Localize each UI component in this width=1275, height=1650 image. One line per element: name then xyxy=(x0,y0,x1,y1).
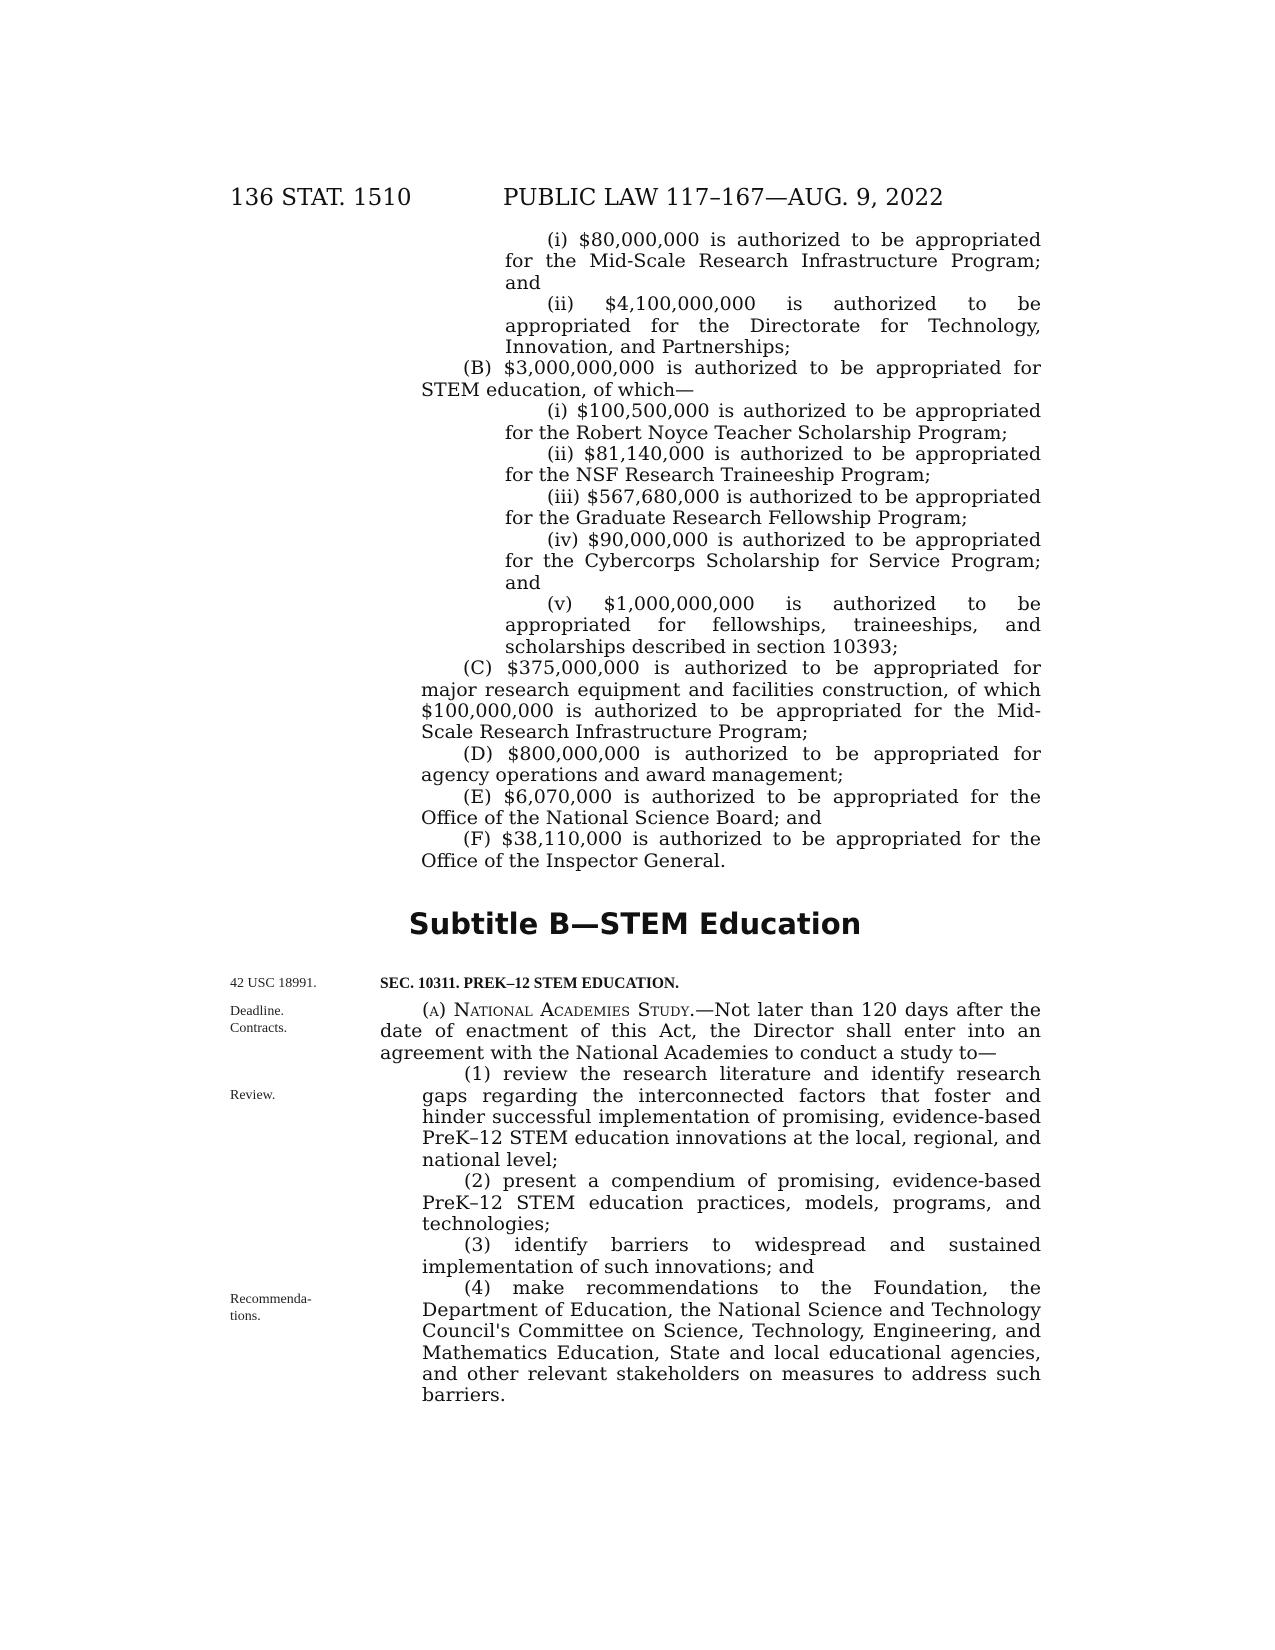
clause-ii-nrt: (ii) $81,140,000 is authorized to be appropriated for the NSF Research Traineeship Program; xyxy=(505,443,1041,487)
section-body xyxy=(380,1000,1041,1407)
clause-i: (i) $80,000,000 is authorized to be appropriated for the Mid-Scale Research Infrastructure Program; and xyxy=(505,229,1041,294)
clause-i-noyce: (i) $100,500,000 is authorized to be appropriated for the Robert Noyce Teacher Scholarship Program; xyxy=(505,400,1041,444)
paragraph-a-text: —Not later than 120 days after the date of enactment of this Act, the Director shall enter into an agreement with the National Academies to conduct a study to— xyxy=(380,999,1041,1064)
item-1: (1) review the research literature and identify research gaps regarding the interconnected factors that foster and hinder successful implementation of promising, evidence-based PreK–12 STEM education innovations at the local, regional, and national level; xyxy=(422,1063,1041,1171)
item-4: (4) make recommendations to the Foundation, the Department of Education, the National Science and Technology Council's Committee on Science, Technology, Engineering, and Mathematics Education, State and local educational agencies, and other relevant stakeholders on measures to address such barriers. xyxy=(422,1277,1041,1407)
section-heading: SEC. 10311. PREK–12 STEM EDUCATION. xyxy=(380,975,679,992)
subparagraph-f: (F) $38,110,000 is authorized to be appropriated for the Office of the Inspector General. xyxy=(421,828,1041,872)
margin-usc-cite: 42 USC 18991. xyxy=(230,976,317,991)
appropriations-block xyxy=(421,229,1041,872)
page-citation: 136 STAT. 1510 xyxy=(230,185,412,211)
item-2: (2) present a compendium of promising, evidence-based PreK–12 STEM education practices, models, programs, and technologies; xyxy=(422,1170,1041,1236)
paragraph-a xyxy=(380,1000,1041,1064)
subparagraph-b: (B) $3,000,000,000 is authorized to be appropriated for STEM education, of which— xyxy=(421,357,1041,401)
subparagraph-d: (D) $800,000,000 is authorized to be appropriated for agency operations and award management; xyxy=(421,742,1041,787)
clause-v-fellowships: (v) $1,000,000,000 is authorized to be appropriated for fellowships, traineeships, and scholarships described in section 10393; xyxy=(505,592,1041,658)
margin-note-review: Review. xyxy=(230,1088,276,1103)
clause-ii: (ii) $4,100,000,000 is authorized to be appropriated for the Directorate for Technology, Innovation, and Partnerships; xyxy=(505,293,1041,359)
margin-note-contracts: Contracts. xyxy=(230,1021,288,1036)
item-3: (3) identify barriers to widespread and sustained implementation of such innovations; and xyxy=(422,1234,1041,1278)
clause-iii-grfp: (iii) $567,680,000 is authorized to be appropriated for the Graduate Research Fellowship Program; xyxy=(505,485,1041,530)
subtitle-heading: Subtitle B—STEM Education xyxy=(408,907,862,941)
clause-iv-cybercorps: (iv) $90,000,000 is authorized to be appropriated for the Cybercorps Scholarship for Service Program; and xyxy=(505,528,1041,594)
subparagraph-e: (E) $6,070,000 is authorized to be appropriated for the Office of the National Science Board; and xyxy=(421,785,1041,829)
margin-note-deadline: Deadline. xyxy=(230,1004,285,1019)
subparagraph-c: (C) $375,000,000 is authorized to be appropriated for major research equipment and facilities construction, of which $100,000,000 is authorized to be appropriated for the Mid-Scale Research Infrastructure Program; xyxy=(421,657,1041,744)
margin-note-recommendations: Recommenda- xyxy=(230,1292,312,1307)
margin-note-recommendations-cont: tions. xyxy=(230,1309,261,1324)
running-header: PUBLIC LAW 117–167—AUG. 9, 2022 xyxy=(503,185,944,211)
paragraph-a-label: (a) National Academies Study. xyxy=(422,999,696,1021)
